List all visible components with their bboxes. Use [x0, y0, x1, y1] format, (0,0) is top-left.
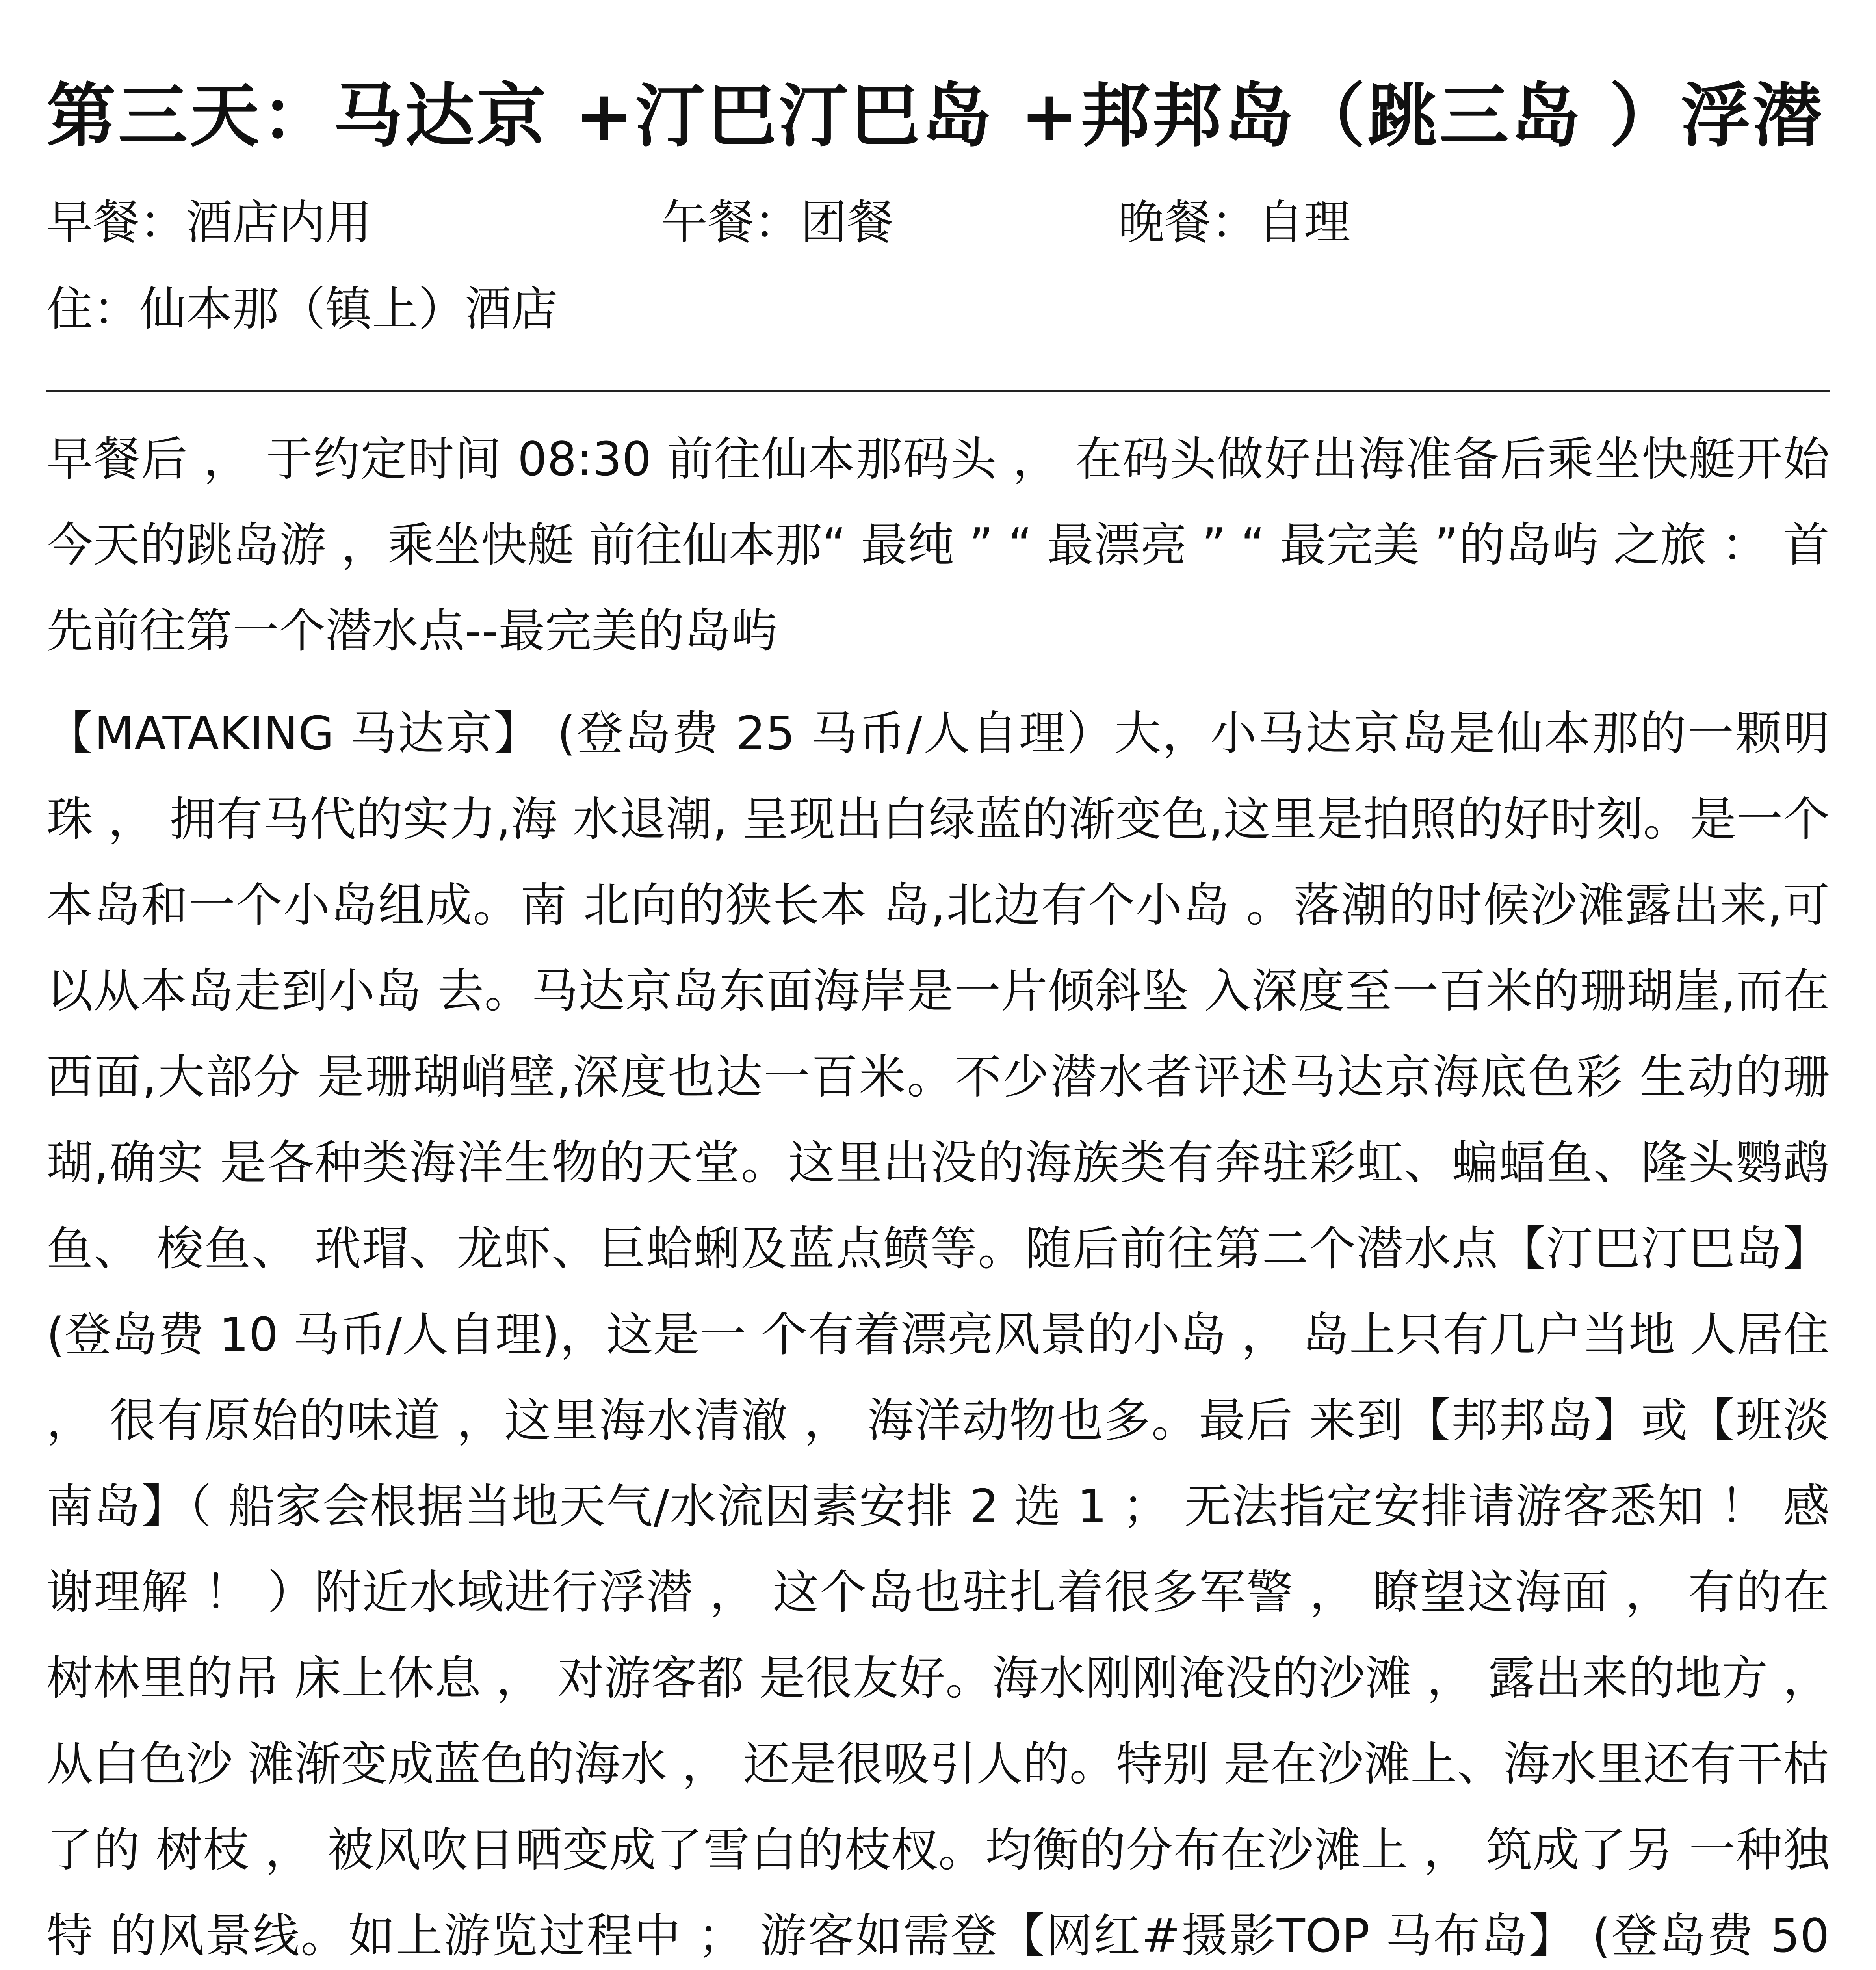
- meal-info-row: [46, 179, 1830, 266]
- section-divider: [46, 390, 1830, 392]
- lunch-info: 午餐：团餐: [661, 195, 894, 249]
- itinerary-page: [46, 59, 1830, 1970]
- accommodation-info: 住：仙本那（镇上）酒店: [46, 282, 558, 336]
- breakfast-info: 早餐：酒店内用: [46, 195, 372, 249]
- dinner-info: 晚餐：自理: [1118, 195, 1351, 249]
- island-description-paragraph: 【MATAKING 马达京】 (登岛费 25 马币/人自理）大，小马达京岛是仙本那的一颗明珠 ， 拥有马代的实力,海 水退潮, 呈现出白绿蓝的渐变色,这里是拍照的好时刻。是一个本岛和一个小岛组成。南 北向的狭长本 岛,北边有个小岛 。落潮的时候沙滩露出来,可以从本岛走到小岛 去。马达京岛东面海岸是一片倾斜坠 入深度至一百米的珊瑚崖,而在西面,大部分 是珊瑚峭壁,深度也达一百米。不少潜水者评述马达京海底色彩 生动的珊瑚,确实 是各种类海洋生物的天堂。这里出没的海族类有奔驻彩虹、蝙蝠鱼、隆头鹦鹉鱼、 梭鱼、 玳瑁、龙虾、巨蛤蜊及蓝点鲼等。随后前往第二个潜水点【汀巴汀巴岛】(登岛费 10 马币/人自理)，这是一 个有着漂亮风景的小岛 ， 岛上只有几户当地 人居住 ， 很有原始的味道 ，这里海水清澈 ， 海洋动物也多。最后 来到【邦邦岛】或【班淡南岛】（ 船家会根据当地天气/水流因素安排 2 选 1 ； 无法指定安排请游客悉知 ！ 感谢理解 ！ ）附近水域进行浮潜 ， 这个岛也驻扎着很多军警 ， 瞭望这海面 ， 有的在树林里的吊 床上休息 ， 对游客都 是很友好。海水刚刚淹没的沙滩 ， 露出来的地方 ， 从白色沙 滩渐变成蓝色的海水 ， 还是很吸引人的。特别 是在沙滩上、海水里还有干枯了的 树枝 ， 被风吹日晒变成了雪白的枝杈。均衡的分布在沙滩上 ， 筑成了另 一种独特 的风景线。如上游览过程中 ； 游客如需登【网红#摄影TOP 马布岛】 (登岛费 50: [46, 706, 1830, 1963]
- day-title: 第三天：马达京 +汀巴汀巴岛 +邦邦岛（跳三岛 ）浮潜: [46, 76, 1824, 156]
- intro-paragraph: 早餐后 ， 于约定时间 08:30 前往仙本那码头 ， 在码头做好出海准备后乘坐快艇开始今天的跳岛游 ，乘坐快艇 前往仙本那“ 最纯 ” “ 最漂亮 ” “ 最完美 ”的岛屿 之旅 ： 首先前往第一个潜水点--最完美的岛屿: [46, 432, 1830, 658]
